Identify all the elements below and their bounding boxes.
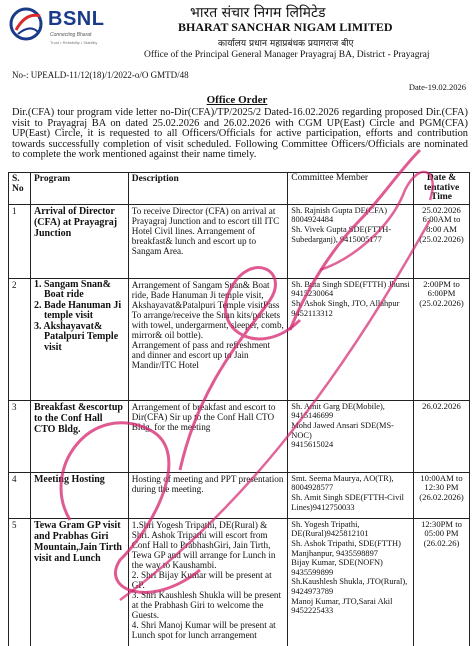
list-item: 1. Sangam Snan& Boat ride bbox=[33, 278, 111, 301]
row-date: 26.02.2026 bbox=[414, 400, 470, 472]
row-committee: Sh. Buta Singh SDE(FTTH) Jhunsi 9415230064 Sh. Ashok Singh, JTO, Allahpur 9452113312 bbox=[288, 278, 414, 400]
order-title: Office Order bbox=[206, 94, 268, 106]
reference-number: No-: UPEALD-11/12(18)/1/2022-o/O GMTD/48 bbox=[12, 70, 189, 80]
list-item: 3. Akshayavat& Patalpuri Temple visit bbox=[33, 320, 119, 353]
row-sno: 4 bbox=[9, 472, 31, 518]
row-committee: Sh. Rajnish Gupta DE(CFA) 8004924484 Sh. Vivek Gupta SDE(FTTH-Subedarganj), 9415005177 bbox=[288, 204, 414, 278]
row-date: 2:00PM to 6:00PM (25.02.2026) bbox=[414, 278, 470, 400]
row-sno: 3 bbox=[9, 400, 31, 472]
row-date: 25.02.2026 6:00AM to 8:00 AM (25.02.2026) bbox=[414, 204, 470, 278]
committee-table bbox=[8, 172, 470, 646]
table-row bbox=[9, 278, 470, 400]
row-description: Arrangement of Sangam Snan& Boat ride, Bade Hanuman Ji temple visit, Akshayavat&Patalpuri Temple visitPass To arrange/receive the Snan kits/packets with towel, undergarment, sleeper, comb, mirror& oil bottle). Arrangement of pass and refreshment and dinner and escort up to Jain Mandir/ITC Hotel bbox=[128, 278, 288, 400]
row-description: To receive Director (CFA) on arrival at Prayagraj Junction and to escort till ITC Hotel Civil lines. Arrangement of breakfast& lunch and escort up to Sangam Area. bbox=[128, 204, 288, 278]
row-date: 12:30PM to 05:00 PM (26.02.26) bbox=[414, 518, 470, 646]
row-sno: 5 bbox=[9, 518, 31, 646]
row-program: Meeting Hosting bbox=[30, 472, 128, 518]
row-description: Hosting of meeting and PPT presentation during the meeting. bbox=[128, 472, 288, 518]
table-header-row bbox=[9, 173, 470, 205]
bsnl-swirl-icon bbox=[8, 4, 48, 44]
list-item: 2. Bade Hanuman Ji temple visit bbox=[33, 299, 122, 322]
row-description: Arrangement of breakfast and escort to Dir(CFA) Sir up to the Conf Hall CTO Bldg. for the meeting bbox=[128, 400, 288, 472]
org-name-hindi: भारत संचार निगम लिमिटेड bbox=[190, 5, 326, 21]
program-list bbox=[34, 280, 125, 354]
table-row bbox=[9, 518, 470, 646]
table-row bbox=[9, 472, 470, 518]
row-program: Breakfast &escortup to the Conf Hall CTO Bldg. bbox=[30, 400, 128, 472]
row-committee: Sh. Yogesh Tripathi, DE(Rural)9425812101 Sh. Ashok Tripathi, SDE(FTTH) Manjhanpur, 9435598897 Bijay Kumar, SDE(NOFN) 9435599899 Sh.Kaushlesh Shukla, JTO(Rural), 9424973789 Manoj Kumar, JTO,Sarai Akil 9452225433 bbox=[288, 518, 414, 646]
table-row bbox=[9, 204, 470, 278]
order-body-text: Dir.(CFA) tour program vide letter no-Dir(CFA)/TP/2025/2 Dated-16.02.2026 regarding proposed Dir.(CFA) visit to Prayagraj BA on dated 25.02.2026 and 26.02.2026 with CGM UP(East) Circle and PGM(CFA) UP(East) Circle, it is requested to all Officers/Officials for active participation, efforts and contribution towards successfully completion of visit scheduled. Following Committee Officers/Officials are nominated to complete the work mentioned against their name timely. bbox=[12, 107, 468, 161]
bsnl-logo bbox=[8, 4, 118, 52]
logo-wordmark: BSNL bbox=[48, 8, 105, 30]
header-committee: Committee Member bbox=[288, 173, 414, 205]
office-name-hindi: कार्यालय प्रधान महाप्रबंधक प्रयागराज बीए bbox=[218, 39, 354, 49]
row-sno: 1 bbox=[9, 204, 31, 278]
header-sno: S. No bbox=[9, 173, 31, 205]
row-date: 10:00AM to 12:30 PM (26.02.2026) bbox=[414, 472, 470, 518]
org-name-english: BHARAT SANCHAR NIGAM LIMITED bbox=[178, 20, 393, 34]
row-program bbox=[30, 278, 128, 400]
logo-subtagline: Trust • Reliability • Stability bbox=[50, 40, 98, 45]
letterhead bbox=[0, 0, 474, 64]
header-description: Description bbox=[128, 173, 288, 205]
table-row bbox=[9, 400, 470, 472]
row-description: 1.Shri Yogesh Tripathi, DE(Rural) & Shri. Ashok Tripathi will escort from Conf Hall to PrabhashGiri, Jain Tirth, Tewa GP and will arrange for Lunch in the way to Kaushambi. 2. Shri Bijay Kumar will be present at GP. 3. Shri Kaushlesh Shukla will be present at the Prabhash Giri to welcome the Guests. 4. Shri Manoj Kumar will be present at Lunch spot for lunch arrangement bbox=[128, 518, 288, 646]
row-sno: 2 bbox=[9, 278, 31, 400]
row-committee: Sh. Amit Garg DE(Mobile), 9415146699 Mohd Jawed Ansari SDE(MS-NOC) 9415615024 bbox=[288, 400, 414, 472]
row-program: Tewa Gram GP visit and Prabhas Giri Mountain,Jain Tirth visit and Lunch bbox=[30, 518, 128, 646]
office-name-english: Office of the Principal General Manager Prayagraj BA, District - Prayagraj bbox=[144, 50, 430, 60]
header-date: Date & tentative Time bbox=[414, 173, 470, 205]
row-committee: Smt. Seema Maurya, AO(TR), 8004928577 Sh. Amit Singh SDE(FTTH-Civil Lines)9412750033 bbox=[288, 472, 414, 518]
row-program: Arrival of Director (CFA) at Prayagraj Junction bbox=[30, 204, 128, 278]
logo-tagline: Connecting Bharat bbox=[50, 32, 92, 38]
header-program: Program bbox=[30, 173, 128, 205]
letter-date: Date-19.02.2026 bbox=[408, 82, 466, 92]
